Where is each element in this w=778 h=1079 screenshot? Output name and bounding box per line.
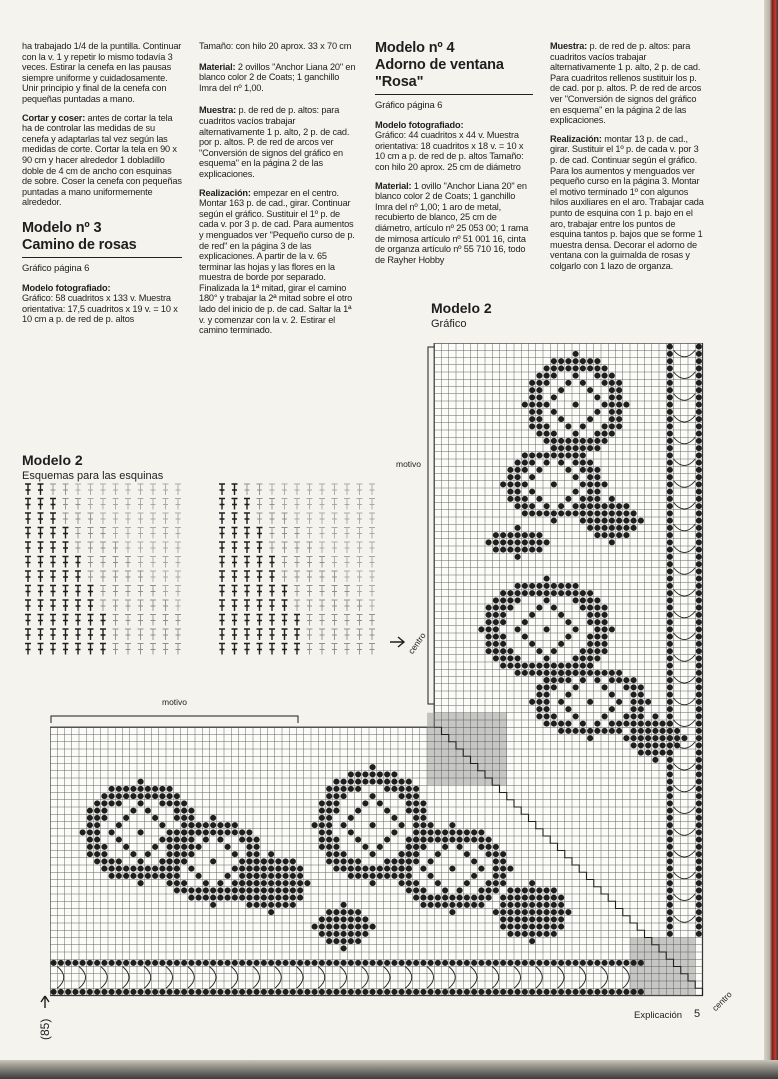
- model3-graph-ref: Gráfico página 6: [22, 262, 90, 274]
- column-1: [22, 41, 182, 333]
- model4-work-label: Realización:: [550, 133, 602, 144]
- model3-work: [199, 188, 359, 336]
- cut-sew-paragraph: [22, 113, 182, 208]
- model3-work-label: Realización:: [199, 187, 251, 198]
- column-3: [375, 40, 533, 273]
- model4-material: [375, 181, 533, 266]
- model4-sample-text: p. de red de p. altos: para cuadritos vacíos trabajar alternativamente 1 p. alto, 2 p. de cad. Para cuadritos rellenos sustituir los p. de cad. por p. altos. P. de red de arcos ver "Conversión de signos del gráfico en esquema" en la página 2 de las explicaciones.: [550, 41, 702, 126]
- model4-sample-label: Muestra:: [550, 41, 588, 51]
- model3-photo-text: Gráfico: 58 cuadritos x 133 v. Muestra orientativa: 17,5 cuadritos x 19 v. = 10 x 10 cm a p. de red de p. altos: [22, 293, 178, 325]
- cut-sew-label: Cortar y coser:: [22, 112, 86, 123]
- footer-section: Explicación: [634, 1010, 683, 1021]
- column-4: [550, 41, 708, 279]
- model3-photo-paragraph: [22, 283, 182, 325]
- model4-graph-ref: Gráfico página 6: [375, 100, 443, 111]
- model2-crochet-graph: [50, 343, 710, 1000]
- page-edge-bottom: [0, 1060, 778, 1079]
- model4-photo: [375, 120, 533, 173]
- model2-corner-title: Modelo 2: [22, 452, 83, 468]
- model4-photo-text: Gráfico: 44 cuadritos x 44 v. Muestra orientativa: 18 cuadritos x 18 v. = 10 x 10 cm a p. de red de p. altos Tamaño: con hilo 20 aprox. 25 cm de diámetro: [375, 130, 524, 172]
- graph-group: [50, 343, 703, 996]
- model4-name-2: "Rosa": [375, 74, 533, 95]
- model4-material-text: 1 ovillo "Anchor Liana 20" en blanco color 2 de Coats; 1 ganchillo Imra del nº 1,00; 1 aro de metal, recubierto de blanco, 25 cm de diámetro, artículo nº 25 053 00; 1 rama de mimosa artículo nº 51 001 16, cinta de organza artículo nº 55 710 16, todo de Rayher Hobby: [375, 180, 529, 265]
- model3-title: Modelo nº 3: [22, 219, 102, 236]
- model3-material-text: 2 ovillos "Anchor Liana 20" en blanco color 2 de Coats; 1 ganchillo Imra del nº 1,00.: [199, 61, 356, 93]
- page-marker: (85): [38, 1018, 52, 1040]
- model3-material: [199, 62, 359, 94]
- model4-title: Modelo nº 4: [375, 40, 455, 56]
- intro-paragraph: ha trabajado 1/4 de la puntilla. Continuar con la v. 1 y repetir lo mismo todavía 3 veces. Estirar la cenefa en las pausas siempre uniforme y cuidadosamente. Unir principio y final de la cenefa con pequeñas puntadas a mano.: [22, 41, 182, 104]
- motivo-vertical-label: motivo: [396, 459, 422, 469]
- model2-corner-subtitle: Esquemas para las esquinas: [22, 470, 164, 482]
- model4-work: [550, 134, 708, 272]
- model2-graph-title: Modelo 2: [431, 300, 492, 316]
- model3-work-text: empezar en el centro. Montar 163 p. de cad., girar. Continuar según el gráfico. Sustituir el 1º p. de cada v. por 3 p. de cad. Para aumentos y menguados ver "Pequeño curso de p. de red" en la página 3 de las explicaciones. A partir de la v. 65 terminar las hojas y las flores en la muestra de borde por separado. Finalizada la 1ª mitad, girar el camino 180° y trabajar la 2ª mitad sobre el otro lado del inicio de p. de cad. Saltar la 1ª v. y comenzar con la v. 2. Estirar el camino terminado.: [199, 187, 355, 336]
- model4-material-label: Material:: [375, 180, 412, 191]
- model3-size: Tamaño: con hilo 20 aprox. 33 x 70 cm: [199, 41, 352, 51]
- model4-photo-label: Modelo fotografiado:: [375, 119, 464, 130]
- model3-sample-text: p. de red de p. altos: para cuadritos vacíos trabajar alternativamente 1 p. alto, 2 p. de cad. por p. altos. P. de red de arcos ver "Conversión de signos del gráfico en esquema" en la página 2 de las explicaciones.: [199, 105, 350, 179]
- centro-corner-label: centro: [406, 630, 428, 656]
- model3-sample: [199, 105, 359, 179]
- centro-graph-label: centro: [710, 989, 734, 1014]
- model3-name: Camino de rosas: [22, 237, 182, 258]
- model3-sample-label: Muestra:: [199, 105, 237, 116]
- footer-page-number: 5: [694, 1008, 701, 1020]
- arrow-up-icon: [39, 995, 51, 1009]
- model2-graph-subtitle: Gráfico: [431, 318, 467, 330]
- model3-material-label: Material:: [199, 61, 236, 72]
- model4-sample: [550, 41, 708, 126]
- model4-name-1: Adorno de ventana: [375, 57, 504, 73]
- page-edge-right: [764, 0, 778, 1079]
- model3-photo-label: Modelo fotografiado:: [22, 282, 111, 293]
- cut-sew-text: antes de cortar la tela ha de controlar las medidas de su cenefa y adaptarlas tal vez según las medidas de corte. Cortar la tela en 90 x 90 cm y hacer alrededor 1 dobladillo doble de 4 cm de ancho con esquinas de sobre. Coser la cenefa con pequeñas puntadas a mano uniformemente alrededor.: [22, 112, 182, 208]
- motivo-horizontal-label: motivo: [162, 697, 188, 707]
- model4-work-text: montar 13 p. de cad., girar. Sustituir el 1º p. de cada v. por 3 p. de cad. Continuar según el gráfico. Para los aumentos y menguados ver pequeño curso en la página 3. Montar el motivo terminado 1º con algunos hilos auxiliares en el aro. Trabajar cada punto de esquina con 1 p. bajo en el aro, trabajar entre los puntos de esquina tantos p. bajos que se forme 1 muestra densa. Decorar el adorno de ventana con la guirnalda de rosas y colgarlo con 1 lazo de organza.: [550, 133, 704, 271]
- column-2: [199, 41, 359, 344]
